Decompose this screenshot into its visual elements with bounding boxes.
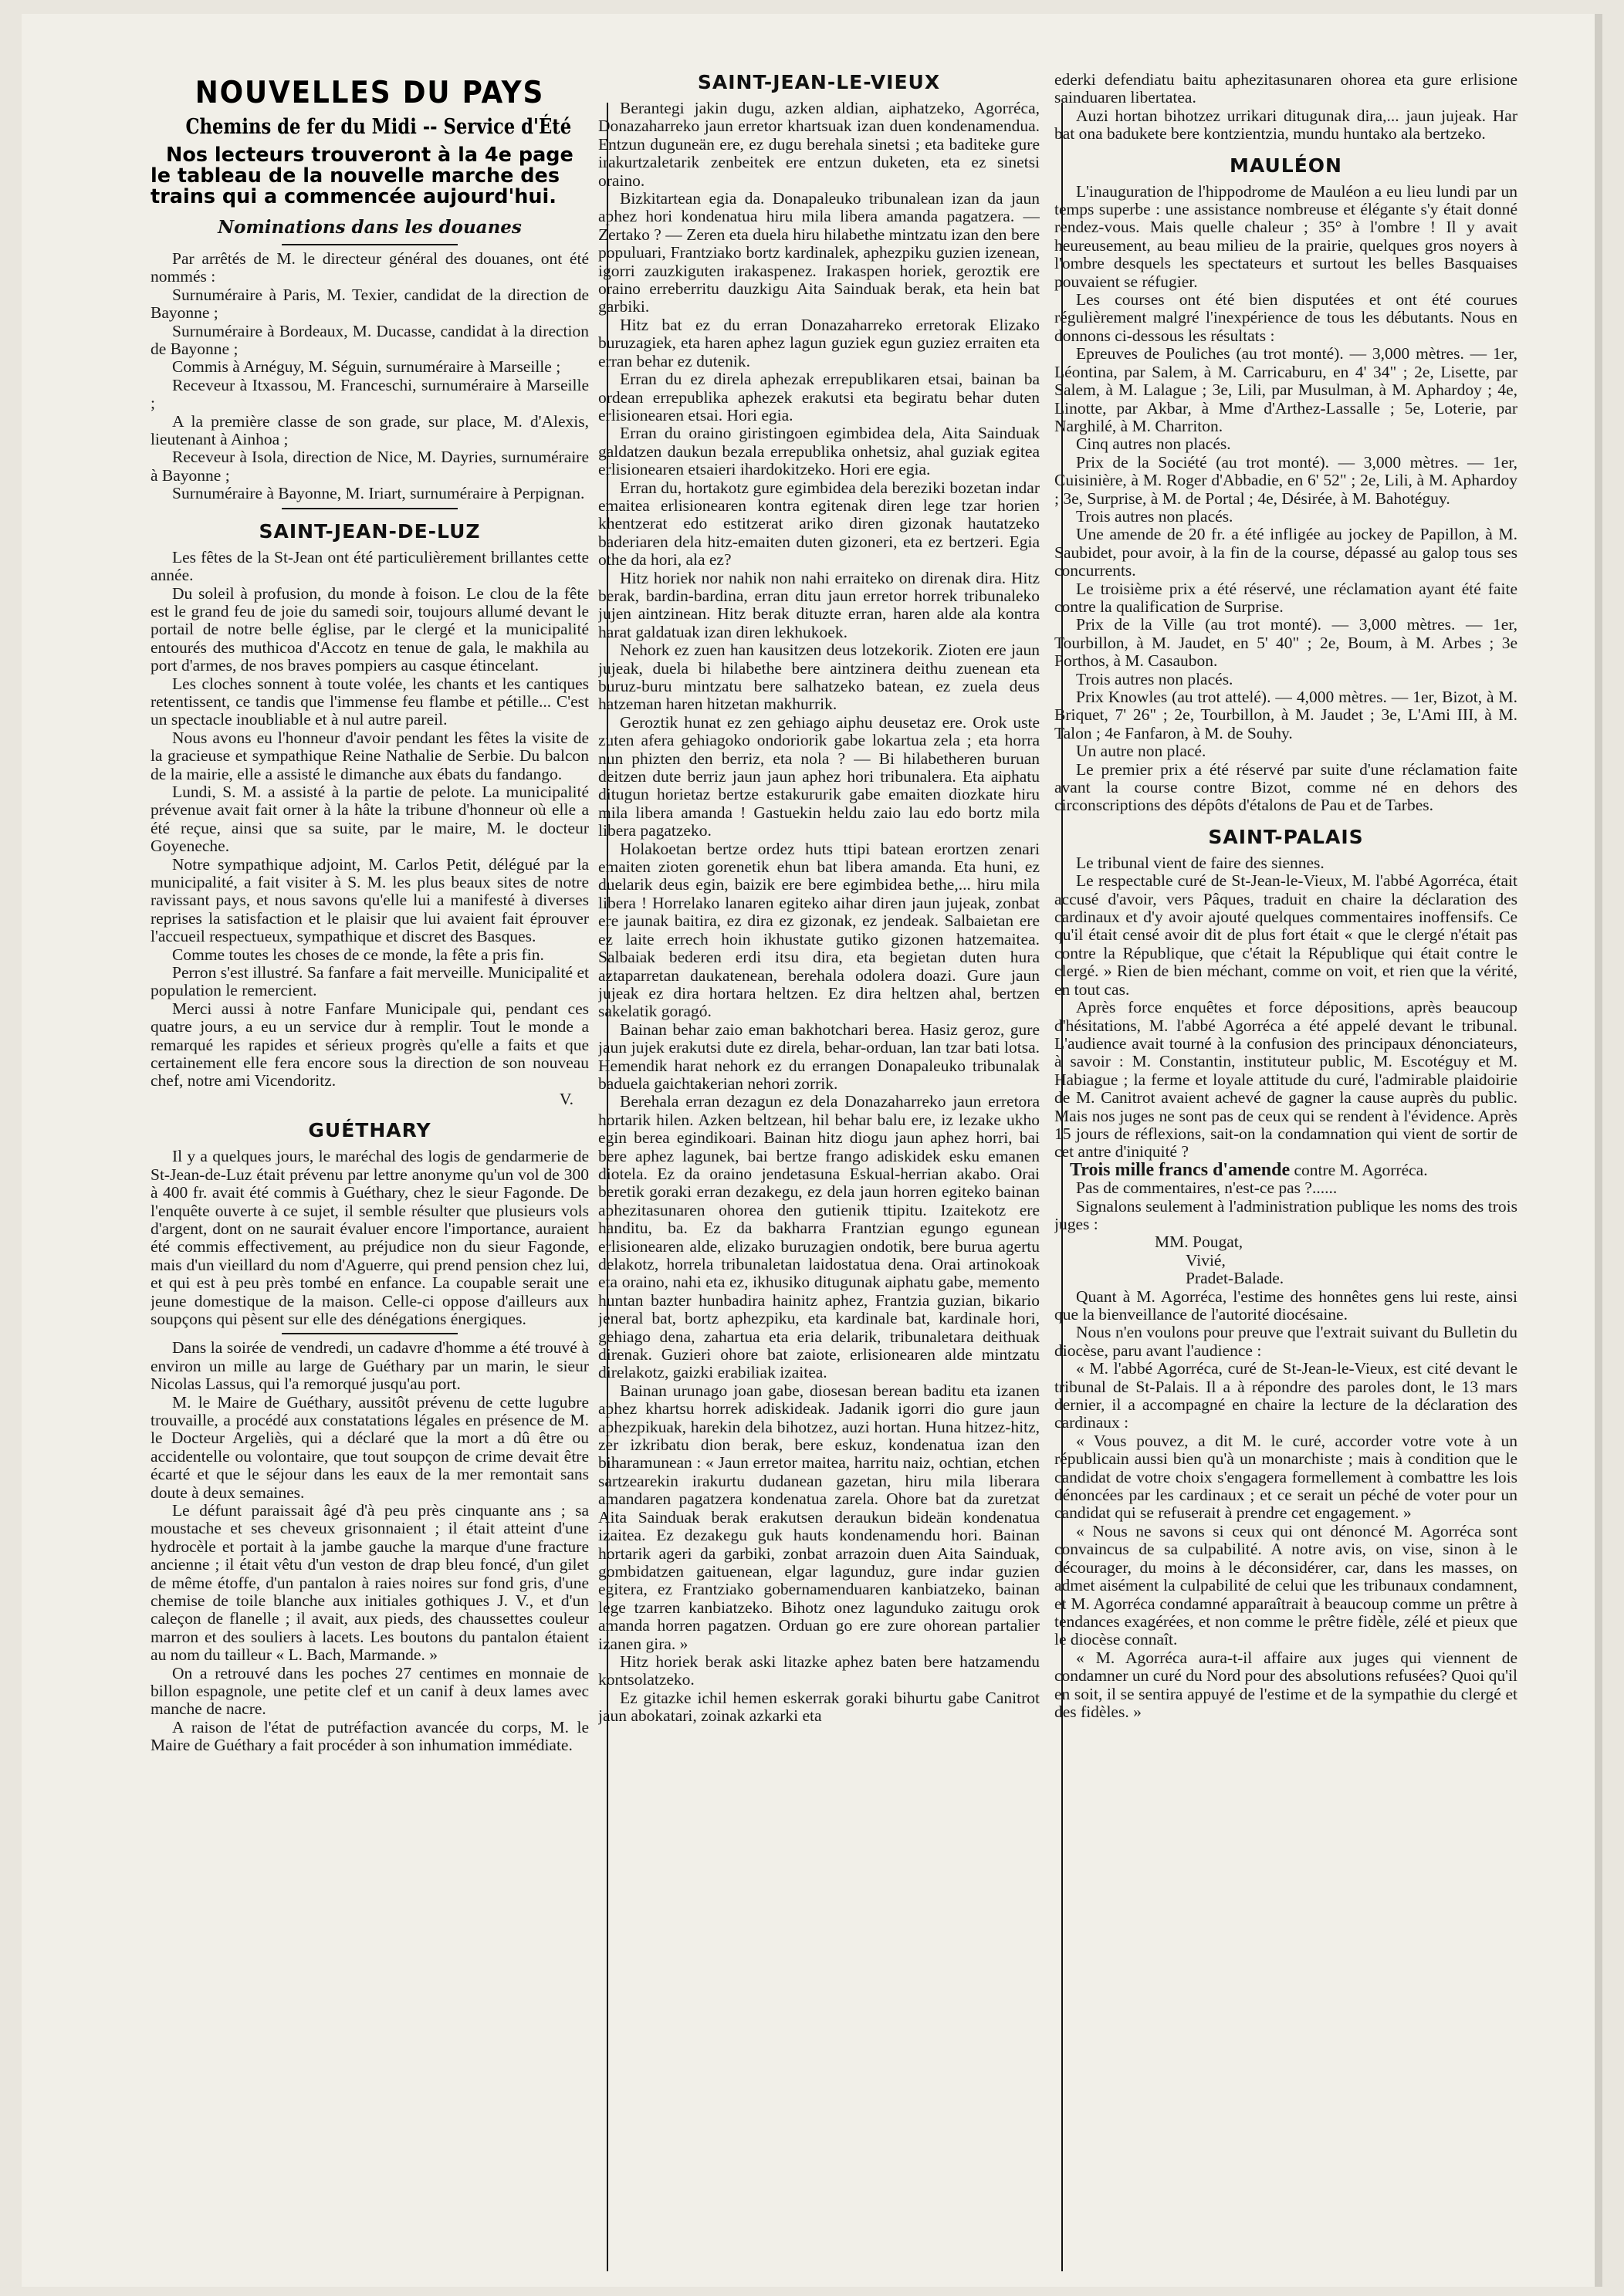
paragraph: Le défunt paraissait âgé d'à peu près cinquante ans ; sa moustache et ses cheveux grisonnaient ; il était atteint d'une hydrocèle et portait à la jambe gauche la marque d'une fracture ancienne ; il était vêtu d'un veston de drap bleu foncé, d'un gilet de même étoffe, d'un pantalon à raies noires sur fond gris, d'une chemise de toile blanche aux initiales gothiques J. V., et d'un caleçon de flanelle ; il avait, aux pieds, des chaussettes couleur marron et des souliers à lacets. Les boutons du pantalon étaient au nom du tailleur « L. Bach, Marmande. » bbox=[151, 1501, 589, 1665]
divider bbox=[282, 508, 457, 509]
paragraph: Surnuméraire à Bordeaux, M. Ducasse, candidat à la direction de Bayonne ; bbox=[151, 321, 589, 359]
saintpalais-body bbox=[1054, 854, 1517, 1722]
paragraph: Nehork ez zuen han kausitzen deus lotzekorik. Zioten ere jaun jujeak, duela bi hilabethe bere aintzinera deithu zuenean eta buruz-buru mintzatu bere salhatzeko batean, ez zuela deus hatzeman haren hitzetan makhurrik. bbox=[598, 641, 1040, 714]
paragraph: Une amende de 20 fr. a été infligée au jockey de Papillon, à M. Saubidet, pour avoir, à la fin de la course, dépassé au galop tous ses concurrents. bbox=[1054, 525, 1517, 580]
paragraph: Erran du ez direla aphezak errepublikaren etsai, bainan ba ordean errepublika aphezek erakutsi eta begiratu behar duten erlisionearen etsai. Hori egia. bbox=[598, 370, 1040, 424]
paragraph: Le tribunal vient de faire des siennes. bbox=[1076, 853, 1325, 872]
paragraph: Hitz horiek nor nahik non nahi erraiteko on direnak dira. Hitz berak, bardin-bardina, erran ditu jaun erretor horrek tribunaleko jujen aintzinean. Hitz berak dituzte erran, haren alde ala kontra harat galdatuak izan diren lekhukoek. bbox=[598, 568, 1040, 641]
paragraph: Trois autres non placés. bbox=[1076, 506, 1233, 526]
paragraph: Les fêtes de la St-Jean ont été particulièrement brillantes cette année. bbox=[151, 547, 589, 585]
stjeanlevieux-title: SAINT-JEAN-LE-VIEUX bbox=[697, 71, 941, 93]
paragraph: Le respectable curé de St-Jean-le-Vieux, M. l'abbé Agorréca, était accusé d'avoir, vers Pâques, traduit en chaire la déclaration des cardinaux et d'y avoir ajouté quelques commentaires inoffensifs. Ce qu'il était censé avoir dit de plus fort était « que le clergé n'était pas contre la République, que c'était la République qui était contre le clergé. » Rien de bien méchant, comme on voit, et rien que la vérité, en tout cas. bbox=[1054, 871, 1517, 999]
paragraph: Du soleil à profusion, du monde à foison. Le clou de la fête est le grand feu de joie du samedi soir, toujours allumé devant le portail de notre belle église, par le clergé et la municipalité entourés des muthicoa d'Accotz en tenue de gala, le makhila au port d'armes, de nos braves pompiers au casque étincelant. bbox=[151, 583, 589, 675]
column-left bbox=[151, 14, 589, 2271]
stjeanlevieux-body bbox=[598, 100, 1040, 1726]
paragraph: « M. l'abbé Agorréca, curé de St-Jean-le-Vieux, est cité devant le tribunal de St-Palais. Il a à répondre des paroles dont, le 13 mars dernier, il a accompagné en chaire la lecture de la déclaration des cardinaux : bbox=[1054, 1359, 1517, 1432]
customs-nominations-title: Nominations dans les douanes bbox=[218, 217, 522, 238]
stjeandeluz-body bbox=[151, 549, 589, 1109]
paragraph: Pas de commentaires, n'est-ce pas ?...... bbox=[1076, 1178, 1338, 1198]
paragraph: Comme toutes les choses de ce monde, la fête a pris fin. bbox=[172, 945, 544, 964]
paragraph: Perron s'est illustré. Sa fanfare a fait merveille. Municipalité et population le remercient. bbox=[151, 963, 589, 1000]
paragraph: « Nous ne savons si ceux qui ont dénoncé M. Agorréca sont convaincus de sa culpabilité. A notre avis, on vise, sinon à le décourager, du moins à le déconsidérer, car, dans les masses, on admet aisément la culpabilité de celui que les tribunaux condamnent, et M. Agorréca condamné apparaîtrait à beaucoup comme un prêtre à tendances exagérées, et non comme le prêtre fidèle, zélé et pieux que le diocèse connaît. bbox=[1054, 1521, 1517, 1649]
paragraph: Les courses ont été bien disputées et ont été courues régulièrement malgré l'inexpérience de tous les débutants. Nous en donnons ci-dessous les résultats : bbox=[1054, 290, 1517, 345]
fine-headline-rest: contre M. Agorréca. bbox=[1290, 1160, 1428, 1179]
paragraph: Le troisième prix a été réservé, une réclamation ayant été faite contre la qualification de Surprise. bbox=[1054, 579, 1517, 616]
paragraph: Erran du, hortakotz gure egimbidea dela bereziki bozetan indar emaitea erlisionearen kontra egitenak diren lege tzar horien khentzerat edo estitzerat ariko diren gizonak hautatzeko baderiaren dela hitz-emaiten duten gizoneri, eta ez bertzeri. Egia othe da hori, ala ez? bbox=[598, 478, 1040, 570]
paragraph: Auzi hortan bihotzez urrikari ditugunak dira,... jaun jujeak. Har bat ona badukete bere kontzientzia, mundu huntako ala bertzeko. bbox=[1054, 106, 1517, 144]
fine-headline bbox=[1054, 1159, 1517, 1180]
paragraph: A raison de l'état de putréfaction avancée du corps, M. le Maire de Guéthary a fait procéder à son inhumation immédiate. bbox=[151, 1717, 589, 1755]
mauleon-title: MAULÉON bbox=[1230, 154, 1342, 177]
paragraph: Bizkitartean egia da. Donapaleuko tribunalean izan da jaun aphez hori kondenatua hiru mila libera amanda pagatzera. — Zertako ? — Zeren eta duela hiru hilabethe mintzatu izan den bere populuari, Frantziako bortz kardinalek, aphezpiku guzien izenean, igorri zauzkiguten irakaspenez. Irakaspen horiek, geroztik ere oraino erreberritu dauzkigu Aita Sainduak berak, eta hein bat garbiki. bbox=[598, 189, 1040, 316]
saintpalais-title: SAINT-PALAIS bbox=[1208, 825, 1364, 848]
paragraph: Surnuméraire à Bayonne, M. Iriart, surnuméraire à Perpignan. bbox=[172, 484, 585, 503]
race-result: Prix Knowles (au trot attelé). — 4,000 mètres. — 1er, Bizot, à M. Briquet, 7' 26" ; 2e, Tourbillon, à M. Jaudet ; 3e, L'Ami III, à M. Talon ; 4e Fanfaron, à M. de Souhy. bbox=[1054, 688, 1517, 742]
paragraph: « M. Agorréca aura-t-il affaire aux juges qui viennent de condamner un curé du Nord pour des absolutions refusées? Quoi qu'il en soit, il se sentira appuyé de l'estime et de la sympathie du clergé et des fidèles. » bbox=[1054, 1648, 1517, 1721]
paragraph: Signalons seulement à l'administration publique les noms des trois juges : bbox=[1054, 1196, 1517, 1233]
paragraph: Dans la soirée de vendredi, un cadavre d'homme a été trouvé à environ un mille au large de Guéthary par un marin, le sieur Nicolas Lassus, qui l'a remorqué jusqu'au port. bbox=[151, 1338, 589, 1394]
paragraph: Erran du oraino giristingoen egimbidea dela, Aita Sainduak galdatzen daukun bezala errepublika onhetsiz, ahal guziak egitea erlisionearen etsaieri ihardokitzeko. Hori ere egia. bbox=[598, 424, 1040, 479]
divider bbox=[282, 244, 457, 245]
paragraph: Quant à M. Agorréca, l'estime des honnêtes gens lui reste, ainsi que la bienveillance de l'autorité diocésaine. bbox=[1054, 1287, 1517, 1324]
paragraph: Holakoetan bertze ordez huts ttipi batean erortzen zenari emaiten zioten gorenetik ehun bat libera amanda. Eta huni, ez duelarik deus egin, baizik ere bere egimbidea bethe,... hiru mila libera ! Horrelako lanaren egiteko aihar diren jaun jujeak, zonbat ere jaunak baitira, ez dira ez gizonak, ez jendeak. Salbaietan ere ez laite errech hoin ikhustate gutiko gizonen hatzemaitea. Salbaiak bederen erdi itsu dira, eta begietan duten hura aztaparretan daukatenean, berehala odolera doazi. Gure jaun jujeak ez dira hortara heltzen. Ez dira heltzen ahal, bertzen sakelatik goragó. bbox=[598, 839, 1040, 1021]
paragraph: Hitz bat ez du erran Donazaharreko erretorak Elizako buruzagiek, eta haren aphez lagun guziek egun guziez erraiten eta erran behar ez dutenik. bbox=[598, 315, 1040, 370]
paragraph: Trois autres non placés. bbox=[1076, 669, 1233, 688]
paragraph: ederki defendiatu baitu aphezitasunaren ohorea eta gure erlisione sainduaren libertatea. bbox=[1054, 70, 1517, 107]
paragraph: Receveur à Isola, direction de Nice, M. Dayries, surnuméraire à Bayonne ; bbox=[151, 448, 589, 485]
paragraph: Hitz horiek berak aski litazke aphez baten bere hatzamendu kontsolatzeko. bbox=[598, 1652, 1040, 1689]
paragraph: Nous avons eu l'honneur d'avoir pendant les fêtes la visite de la gracieuse et sympathique Reine Nathalie de Serbie. Du balcon de la mairie, elle a assisté le dimanche aux ébats du fandango. bbox=[151, 728, 589, 783]
judge-name: Pradet-Balade. bbox=[1186, 1269, 1284, 1288]
paragraph: Bainan behar zaio eman bakhotchari berea. Hasiz geroz, gure jaun jujek erakutsi dute ez direla, behar-orduan, lan tzar bati lotsa. Hemendik harat nehork ez du errangen Donapaleuko tribunalak baduela gaichtakerian nehori zorrik. bbox=[598, 1020, 1040, 1093]
paragraph: Lundi, S. M. a assisté à la partie de pelote. La municipalité prévenue avait fait orner à la hâte la tribune d'honneur où elle a été reçue, ainsi que sa suite, par le maire, M. le docteur Goyeneche. bbox=[151, 782, 589, 856]
paragraph: Le premier prix a été réservé par suite d'une réclamation faite avant la course contre Bizot, comme né en dehors des circonscriptions des dépôts d'étalons de Pau et de Tarbes. bbox=[1054, 759, 1517, 815]
judge-name: MM. Pougat, bbox=[1155, 1233, 1243, 1252]
railway-notice: Nos lecteurs trouveront à la 4e page le tableau de la nouvelle marche des trains qui a commencée aujourd'hui. bbox=[151, 144, 573, 208]
paragraph: Ez gitazke ichil hemen eskerrak goraki bihurtu gabe Canitrot jaun abokatari, zoinak azkarki eta bbox=[598, 1688, 1040, 1726]
paragraph: Merci aussi à notre Fanfare Municipale qui, pendant ces quatre jours, a eu un service dur à remplir. Tout le monde a remarqué les rapides et sérieux progrès qu'elle a faits et que certainement elle fera encore sous la direction de son nouveau chef, notre ami Vicendoritz. bbox=[151, 999, 589, 1091]
guethary-body bbox=[151, 1148, 589, 1754]
paragraph: M. le Maire de Guéthary, aussitôt prévenu de cette lugubre trouvaille, a procédé aux constatations légales en présence de M. le Docteur Argeliès, qui a déclaré que la mort a dû être ou accidentelle ou volontaire, que tout soupçon de crime devait être écarté et que le séjour dans les eaux de la mer remontait sans doute à deux semaines. bbox=[151, 1392, 589, 1502]
paragraph: Geroztik hunat ez zen gehiago aiphu deusetaz ere. Orok uste zuten afera gehiagoko ondoriorik gabe lokartua zela ; eta horra nun phizten den berriz, eta nola ? — Bi hilabetheren buruan deitzen dute berriz jaun jaun aphez hori tribunalera. Eta aiphatu ditugun horietaz bertze estakururik gabe emaiten diozkate hiru mila libera amanda ! Gastuekin heldu zaio lau edo bortz mila libera pagatzeko. bbox=[598, 712, 1040, 840]
paragraph: Après force enquêtes et force dépositions, après beaucoup d'hésitations, M. l'abbé Agorréca a été appelé devant le tribunal. L'audience avait tourné à la confusion des principaux dénonciateurs, à savoir : M. Constantin, instituteur public, M. Escotéguy et M. Habiague ; la ferme et loyale attitude du curé, l'admirable plaidoirie de M. Canitrot avaient achevé de gagner la cause auprès du public. Mais nos juges ne sont pas de ceux qui se rendent à l'évidence. Après 15 jours de réflexions, sait-on la condamnation qui vient de sortir de cet antre d'iniquité ? bbox=[1054, 998, 1517, 1162]
paragraph: L'inauguration de l'hippodrome de Mauléon a eu lieu lundi par un temps superbe : une assistance nombreuse et élégante s'y était donné rendez-vous. Mais quelle chaleur ; 35° à l'ombre ! Il y avait heureusement, au beau milieu de la prairie, quelques gros noyers à l'ombre desquels les spectateurs et surtout les belles Basquaises pouvaient se réfugier. bbox=[1054, 181, 1517, 291]
judge-name: Vivié, bbox=[1186, 1250, 1226, 1270]
stjeanlevieux-continued bbox=[1054, 71, 1517, 144]
section-masthead: NOUVELLES DU PAYS bbox=[195, 76, 545, 110]
column-middle bbox=[598, 14, 1040, 2271]
signature: V. bbox=[559, 1089, 573, 1108]
paragraph: A la première classe de son grade, sur place, M. d'Alexis, lieutenant à Ainhoa ; bbox=[151, 411, 589, 449]
race-result: Prix de la Société (au trot monté). — 3,000 mètres. — 1er, Cuisinière, à M. Roger d'Abbadie, en 6' 52" ; 2e, Lili, à M. Aphardoy ; 3e, Surprise, à M. de Portal ; 4e, Désirée, à M. Bahotéguy. bbox=[1054, 452, 1517, 508]
paragraph: On a retrouvé dans les poches 27 centimes en monnaie de billon espagnole, une petite clef et un canif à deux lames avec manche de nacre. bbox=[151, 1663, 589, 1719]
paragraph: Les cloches sonnent à toute volée, les chants et les cantiques retentissent, ce tandis que l'immense feu flambe et pétille... C'est un spectacle inoubliable et à nul autre pareil. bbox=[151, 674, 589, 729]
divider bbox=[282, 1333, 457, 1334]
customs-nominations-body bbox=[151, 250, 589, 503]
paragraph: Commis à Arnéguy, M. Séguin, surnuméraire à Marseille ; bbox=[172, 357, 561, 377]
newspaper-page bbox=[22, 14, 1602, 2287]
railway-subhead: Chemins de fer du Midi -- Service d'Été bbox=[185, 115, 572, 139]
paragraph: Berehala erran dezagun ez dela Donazaharreko jaun erretora hortarik hilen. Azken beltzean, hil behar balu ere, iz lezake ukho egin berea egindikoari. Bainan hitz diogu jaun aphez horri, bai bere aphez lagunek, bai bertze frango adiskidek esku emanen diotela. Ez da oraino jendetasuna Eskual-herrian akabo. Orai beretik goraki erran dezakegu, ez dela jaun horren egiteko bainan aphezitasunaren ohorea den gutienik ttipitu. Izaitekotz ere handitu, ba. Ez da bakharra Frantzian egungo egunean erlisionearen alde, elizako buruzagien ondotik, bere burua agertu delakotz, horrela tribunaletan laidostatua dena. Orai artinokoak eta oraino, nahi eta ez, ikhusiko ditugunak aiphatu gabe, memento huntan bazter hunbadira hainitz aphez, Frantzia guzian, bikario jeneral bat, bortz aphezpiku, eta kardinale bat, kardinale hori, gehiago dena, zahartua eta eria delarik, tribunaletara deithuak direnak. Guzieri ohore bat zaiote, erlisionearen alde mintzatu direlakotz, gaizki erabiliak izaitea. bbox=[598, 1092, 1040, 1382]
guethary-title: GUÉTHARY bbox=[308, 1119, 431, 1142]
race-result: Prix de la Ville (au trot monté). — 3,000 mètres. — 1er, Tourbillon, à M. Jaudet, en 5' 40" ; 2e, Boum, à M. Arbes ; 3e Porthos, à M. Casaubon. bbox=[1054, 615, 1517, 671]
paragraph: Receveur à Itxassou, M. Franceschi, surnuméraire à Marseille ; bbox=[151, 375, 589, 413]
paragraph: Il y a quelques jours, le maréchal des logis de gendarmerie de St-Jean-de-Luz était prévenu par lettre anonyme qu'un vol de 300 à 400 fr. avait été commis à Guéthary, chez le sieur Fagonde. De l'enquête ouverte à ce sujet, il semble résulter que plusieurs vols d'argent, dont on ne saurait évaluer encore l'importance, auraient été commis effectivement, au préjudice non du sieur Fagonde, mais d'un vieillard du nom d'Aguerre, qui prend pension chez lui, et qui est à peu près tombé en enfance. La coupable serait une jeune domestique de la maison. Celle-ci oppose d'ailleurs aux soupçons qui pèsent sur elle des dénégations énergiques. bbox=[151, 1147, 589, 1328]
paragraph: Cinq autres non placés. bbox=[1076, 435, 1231, 454]
paragraph: Surnuméraire à Paris, M. Texier, candidat de la direction de Bayonne ; bbox=[151, 285, 589, 323]
mauleon-body bbox=[1054, 183, 1517, 815]
paragraph: Bainan urunago joan gabe, diosesan berean baditu eta izanen aphez khartsu horrek adiskideak. Jadanik igorri dio gure jaun aphezpikuak, harekin dela bihotzez, auzi hortan. Huna hitzez-hitz, zer izkribatu dion berak, bere eskuz, kondenatua izan den biharamunean : « Jaun erretor maitea, harritu naiz, ochtian, etchen sartzearekin irakurtu dudanean gazetan, hiru mila liberara amandaren pagatzera kondenatua zarela. Ohore bat da zuretzat Aita Sainduak berak erakutsen deraukun bideän kondenatua izaitea. Ez dezakegu guk hauts kondenamendu hori. Bainan hortarik ageri da garbiki, zonbat arrazoin duen Aita Sainduak, gombidatzen gaituenean, elgar lagunduz, gure indar guzien egitera, ez Frantziako gobernamenduaren kanbiatzeko, bainan lege tzarren kanbiatzeko. Bihotz onez lagunduko zaitugu orok amanda horren pagatzen. Orduan go ere zure ohorean partalier izanen gira. » bbox=[598, 1381, 1040, 1653]
paragraph: « Vous pouvez, a dit M. le curé, accorder votre vote à un républicain aussi bien qu'à un monarchiste ; mais à condition que le candidat de votre choix s'engagera formellement à combattre les lois dénoncées par les cardinaux ; et ce serait un péché de voter pour un candidat qui se refuserait à prendre cet engagement. » bbox=[1054, 1431, 1517, 1523]
paragraph: Notre sympathique adjoint, M. Carlos Petit, délégué par la municipalité, a fait visiter à S. M. les plus beaux sites de notre ravissant pays, et nous savons qu'elle lui a manifesté à diverses reprises la satisfaction et le plaisir que lui avaient fait éprouver l'accueil respectueux, sympathique et discret des Basques. bbox=[151, 854, 589, 946]
fine-headline-bold: Trois mille francs d'amende bbox=[1070, 1159, 1291, 1180]
paragraph: Par arrêtés de M. le directeur général des douanes, ont été nommés : bbox=[151, 249, 589, 286]
race-result: Epreuves de Pouliches (au trot monté). — 3,000 mètres. — 1er, Léontina, par Salem, à M. Carricaburu, en 4' 34" ; 2e, Lisette, par Salem, à M. Lalague ; 3e, Lili, par Musulman, à M. Aphardoy ; 4e, Linotte, par Akbar, à Mme d'Arthez-Lassalle ; 5e, Loterie, par Narghilé, à M. Charriton. bbox=[1054, 344, 1517, 435]
paragraph: Berantegi jakin dugu, azken aldian, aiphatzeko, Agorréca, Donazaharreko jaun erretor khartsuak izan duen kondenamendua. Entzun duguneän ere, ez dugu berehala sinetsi ; eta baditeke gure irakurtzaletarik zenbeitek ere entzun duketen, eta ez sinetsi oraino. bbox=[598, 99, 1040, 190]
stjeandeluz-title: SAINT-JEAN-DE-LUZ bbox=[259, 519, 481, 543]
column-right bbox=[1054, 14, 1517, 2271]
paragraph: Un autre non placé. bbox=[1076, 742, 1206, 761]
paragraph: Nous n'en voulons pour preuve que l'extrait suivant du Bulletin du diocèse, paru avant l'audience : bbox=[1054, 1323, 1517, 1360]
